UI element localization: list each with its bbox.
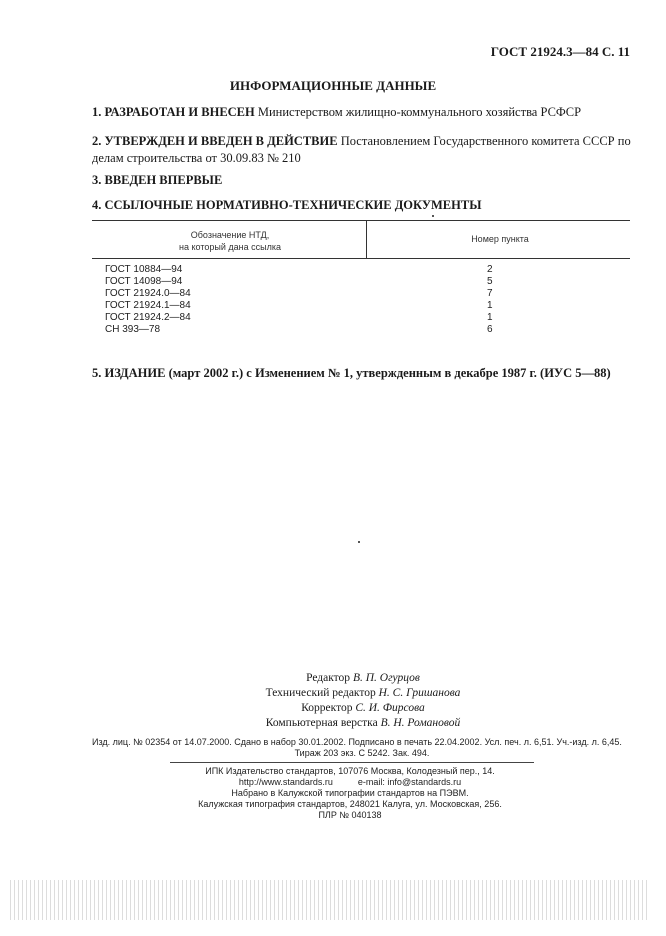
section-4-heading: 4. ССЫЛОЧНЫЕ НОРМАТИВНО-ТЕХНИЧЕСКИЕ ДОКУМЕНТЫ <box>92 198 482 212</box>
table-header-rule <box>92 258 630 259</box>
credit-corrector <box>0 701 666 716</box>
publishing-line-1: Изд. лиц. № 02354 от 14.07.2000. Сдано в набор 30.01.2002. Подписано в печать 22.04.2002. Усл. печ. л. 6,51. Уч.-изд. л. 6,45. <box>92 737 622 747</box>
section-5-heading: 5. ИЗДАНИЕ <box>92 366 166 380</box>
section-2-body: Постановлением Государственного комитета СССР по делам строительства от 30.09.83 № 210 <box>92 134 631 165</box>
table-cell-item: 2 <box>487 264 493 275</box>
credit-tech-editor-name: Н. С. Гришанова <box>378 687 461 699</box>
section-1-heading: 1. РАЗРАБОТАН И ВНЕСЕН <box>92 105 255 119</box>
credit-layout-name: В. Н. Романовой <box>380 717 461 729</box>
credit-tech-editor <box>0 686 666 701</box>
publishing-line-2: Тираж 203 экз. С 5242. Зак. 494. <box>294 748 430 758</box>
credit-editor-name: В. П. Огурцов <box>352 672 420 684</box>
table-row <box>105 288 605 300</box>
section-2 <box>92 133 632 167</box>
table-header-divider <box>366 220 367 258</box>
table-cell-document: ГОСТ 10884—94 <box>105 264 183 275</box>
table-header-document-line1: Обозначение НТД, <box>190 230 270 240</box>
table-cell-item: 1 <box>487 300 493 311</box>
table-top-rule <box>92 220 630 221</box>
table-cell-document: ГОСТ 21924.1—84 <box>105 300 191 311</box>
imprint-line-3: Набрано в Калужской типографии стандартов на ПЭВМ. <box>231 788 469 798</box>
section-1-body: Министерством жилищно-коммунального хозяйства РСФСР <box>257 105 582 119</box>
section-5 <box>92 365 632 382</box>
table-header-document <box>140 229 320 253</box>
table-cell-document: ГОСТ 21924.0—84 <box>105 288 191 299</box>
credit-layout <box>0 716 666 731</box>
table-cell-document: ГОСТ 14098—94 <box>105 276 183 287</box>
table-row <box>105 264 605 276</box>
table-row <box>105 312 605 324</box>
table-cell-item: 5 <box>487 276 493 287</box>
imprint-separator <box>170 762 534 763</box>
imprint-line-2: http://www.standards.ru e-mail: info@standards.ru <box>238 777 462 787</box>
credit-layout-role: Компьютерная верстка <box>265 717 378 729</box>
publishing-info <box>92 737 632 759</box>
section-3-heading: 3. ВВЕДЕН ВПЕРВЫЕ <box>92 173 223 187</box>
table-row <box>105 276 605 288</box>
credits-block <box>0 671 666 731</box>
imprint-block <box>130 766 570 821</box>
imprint-line-1: ИПК Издательство стандартов, 107076 Москва, Колодезный пер., 14. <box>205 766 495 776</box>
scan-artifact-strip <box>10 880 650 920</box>
table-cell-item: 6 <box>487 324 493 335</box>
imprint-line-4: Калужская типография стандартов, 248021 Калуга, ул. Московская, 256. <box>198 799 502 809</box>
table-cell-document: СН 393—78 <box>105 324 161 335</box>
table-cell-item: 1 <box>487 312 493 323</box>
imprint-line-5: ПЛР № 040138 <box>318 810 382 820</box>
credit-corrector-role: Корректор <box>301 702 353 714</box>
document-header: ГОСТ 21924.3—84 С. 11 <box>490 44 630 59</box>
credit-editor-role: Редактор <box>306 672 351 684</box>
credit-editor <box>0 671 666 686</box>
table-header-document-line2: на который дана ссылка <box>179 242 281 252</box>
page-title: ИНФОРМАЦИОННЫЕ ДАННЫЕ <box>229 78 437 93</box>
section-1 <box>92 104 632 121</box>
scan-speck <box>432 215 434 217</box>
table-cell-item: 7 <box>487 288 493 299</box>
section-2-heading: 2. УТВЕРЖДЕН И ВВЕДЕН В ДЕЙСТВИЕ <box>92 134 338 148</box>
table-row <box>105 300 605 312</box>
credit-tech-editor-role: Технический редактор <box>265 687 376 699</box>
table-header-item-number: Номер пункта <box>471 234 529 244</box>
table-row <box>105 324 605 336</box>
scan-speck <box>358 541 360 543</box>
table-cell-document: ГОСТ 21924.2—84 <box>105 312 191 323</box>
credit-corrector-name: С. И. Фирсова <box>355 702 425 714</box>
section-5-body: (март 2002 г.) с Изменением № 1, утвержденным в декабре 1987 г. (ИУС 5—88) <box>168 366 611 380</box>
reference-table-body <box>105 264 605 336</box>
